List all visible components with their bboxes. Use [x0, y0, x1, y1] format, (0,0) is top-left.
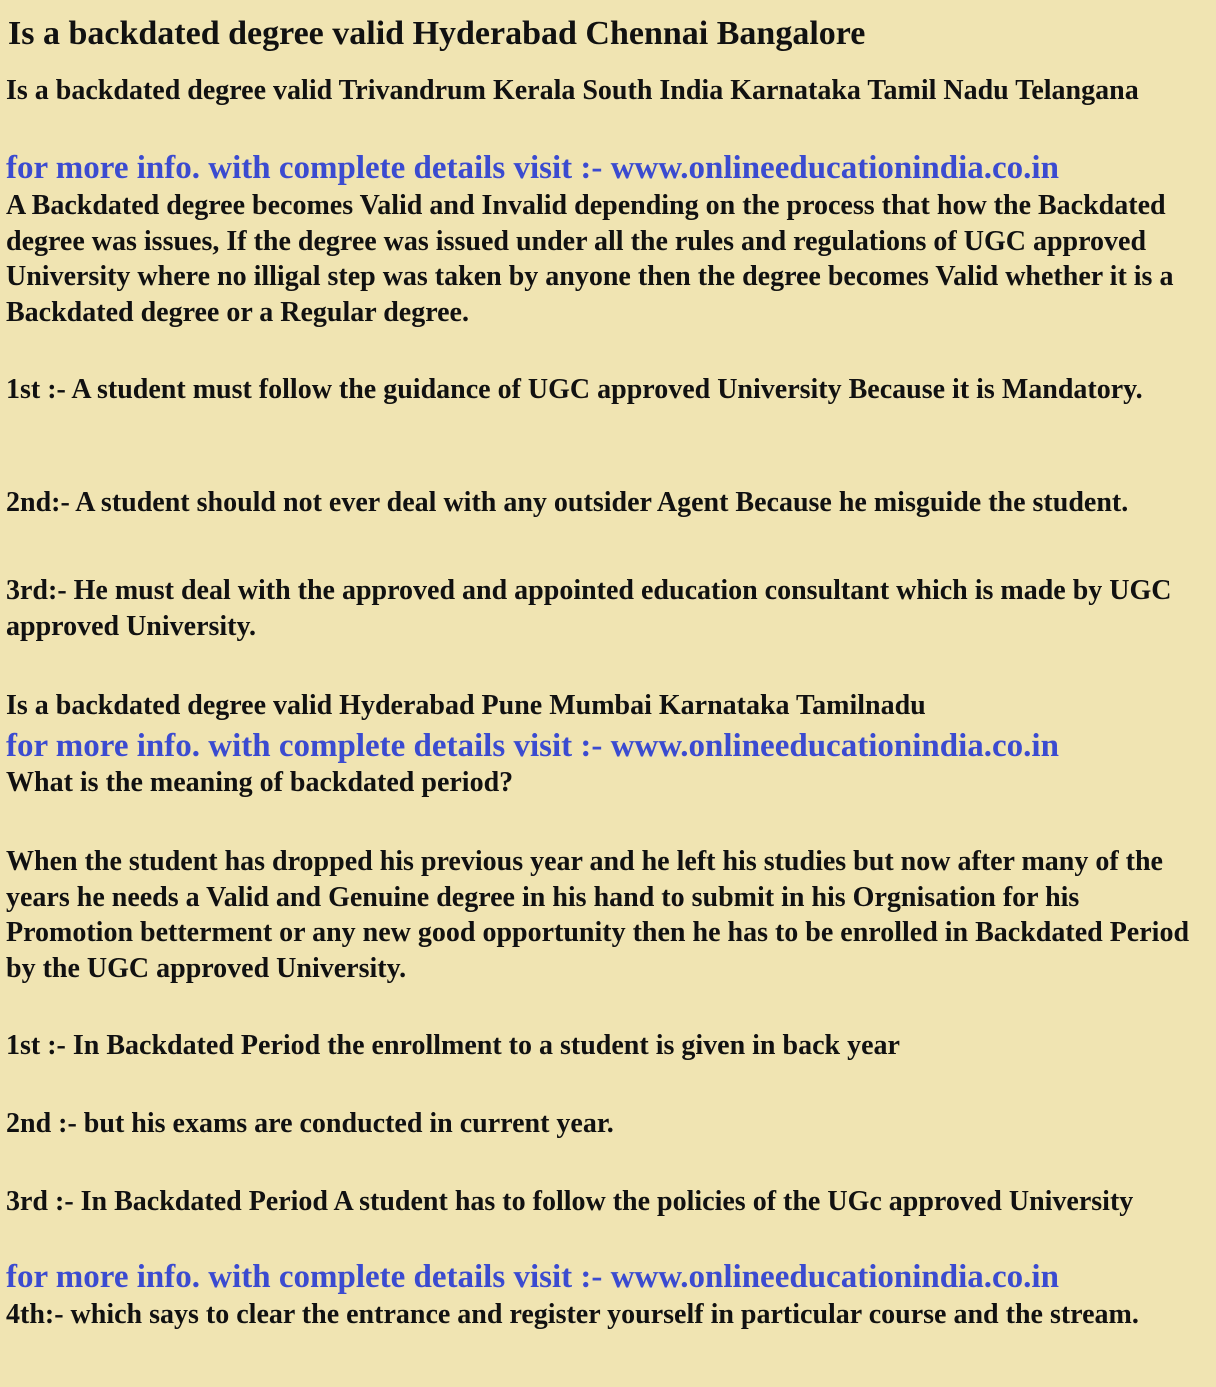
point-b-1: 1st :- In Backdated Period the enrollment to a student is given in back year — [6, 1030, 900, 1061]
point-b-4: 4th:- which says to clear the entrance and register yourself in particular course and the stream. — [6, 1299, 1139, 1330]
info-link-3[interactable]: for more info. with complete details visit :- www.onlineeducationindia.co.in — [6, 1259, 1059, 1295]
page-title: Is a backdated degree valid Hyderabad Chennai Bangalore — [8, 15, 866, 52]
section-heading: Is a backdated degree valid Hyderabad Pune Mumbai Karnataka Tamilnadu — [6, 690, 926, 721]
point-a-3: 3rd:- He must deal with the approved and appointed education consultant which is made by UGC approved University. — [6, 575, 1172, 642]
question: What is the meaning of backdated period? — [6, 767, 514, 798]
subtitle: Is a backdated degree valid Trivandrum Kerala South India Karnataka Tamil Nadu Telangana — [6, 75, 1139, 106]
point-b-3: 3rd :- In Backdated Period A student has to follow the policies of the UGc approved University — [6, 1186, 1134, 1217]
point-a-1: 1st :- A student must follow the guidance of UGC approved University Because it is Mandatory. — [6, 374, 1143, 405]
info-link-1[interactable]: for more info. with complete details visit :- www.onlineeducationindia.co.in — [6, 150, 1059, 186]
point-b-2: 2nd :- but his exams are conducted in current year. — [6, 1108, 614, 1139]
info-link-2[interactable]: for more info. with complete details visit :- www.onlineeducationindia.co.in — [6, 728, 1059, 764]
answer-paragraph: When the student has dropped his previous year and he left his studies but now after many of the years he needs a Valid and Genuine degree in his hand to submit in his Orgnisation for his Promotion betterment or any new good opportunity then he has to be enrolled in Backdated Period by the UGC approved University. — [6, 846, 1190, 984]
point-a-2: 2nd:- A student should not ever deal with any outsider Agent Because he misguide the student. — [6, 487, 1129, 518]
intro-paragraph: A Backdated degree becomes Valid and Invalid depending on the process that how the Backdated degree was issues, If the degree was issued under all the rules and regulations of UGC approved University where no illigal step was taken by anyone then the degree becomes Valid whether it is a Backdated degree or a Regular degree. — [6, 190, 1174, 328]
